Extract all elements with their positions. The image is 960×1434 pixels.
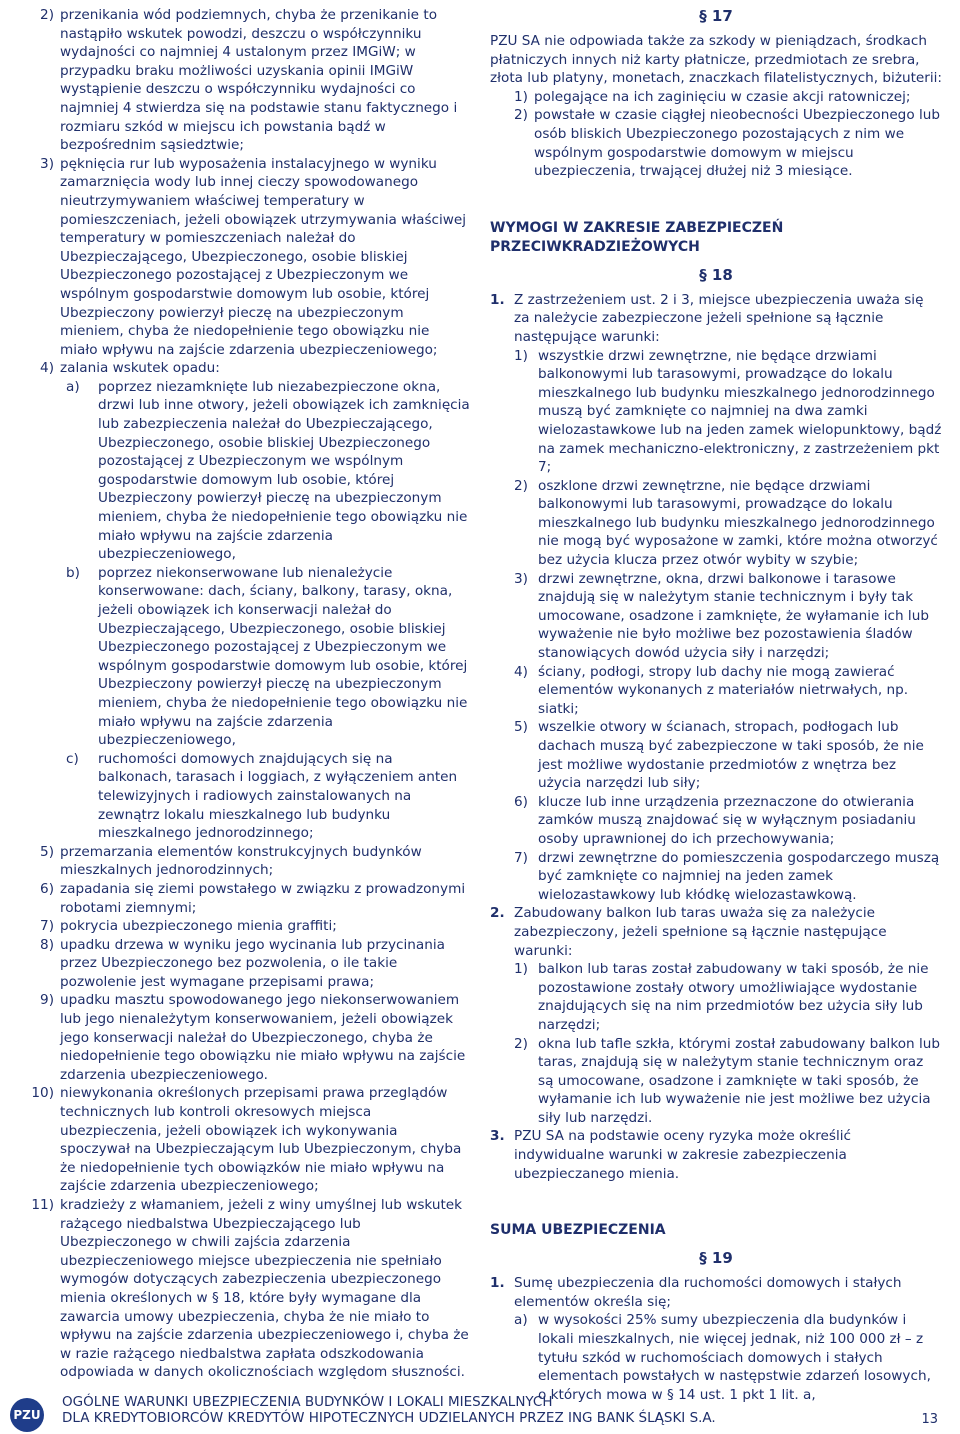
sub-list-item-text: poprzez niezamknięte lub niezabezpieczone okna, drzwi lub inne otwory, jeżeli obowiązek ich zamknięcia lub zabezpieczenia należał do Ubezpieczającego, Ubezpieczonego, osobie bliskiej Ubezpieczonego pozostającej z Ubezpieczonym we wspólnym gospodarstwie domowym lub osobie, której Ubezpieczony powierzył pieczę na ubezpieczonym mieniem, chyba że niedopełnienie tego obowiązku nie miało wpływu na zajście zdarzenia ubezpieczeniowego, <box>98 378 470 563</box>
point-text: Z zastrzeżeniem ust. 2 i 3, miejsce ubezpieczenia uważa się za należycie zabezpieczone jeżeli spełnione są łącznie następujące warunki: <box>514 291 924 345</box>
list-item: 2) przenikania wód podziemnych, chyba że przenikanie to nastąpiło wskutek powodzi, deszczu o współczynniku wydajności co najmniej 4 ustalonym przez IMGiW; w przypadku braku możliwości uzyskania opinii IMGiW wystąpienie deszczu o współczynniku wydajności co najmniej 4 stwierdza się na podstawie stanu faktycznego i rozmiaru szkód w miejscu ich powstania bądź w bezpośrednim sąsiedztwie; <box>40 7 458 154</box>
list-item: 7) drzwi zewnętrzne do pomieszczenia gospodarczego muszą być zamknięte co najmniej na jeden zamek wielozastawkowy lub kłódkę wielozastawkową. <box>514 849 940 903</box>
point-1: 1. Z zastrzeżeniem ust. 2 i 3, miejsce ubezpieczenia uważa się za należycie zabezpieczone jeżeli spełnione są łącznie następujące warunki: 1) wszystkie drzwi zewnętrzne, nie będące drzwiami balkonowymi lub tarasowymi, prowadzące do lokalu mieszkalnego lub budynku mieszkalnego jednorodzinnego muszą być zamknięte co najmniej na dwa zamki wielozastawkowe lub na jeden zamek wielopunktowy, bądź na zamek mechaniczno-elektroniczny, z zastrzeżeniem pkt 7; 2) oszklone drzwi zewnętrzne, nie będące drzwiami balkonowymi lub tarasowymi, prowadzące do lokalu mieszkalnego lub budynku mieszkalnego jednorodzinnego nie mogą być wyposażone w zamki, które można otworzyć bez użycia klucza przez otwór wybity w szybie; 3) drzwi zewnętrzne, okna, drzwi balkonowe i tarasowe znajdują się w należytym stanie technicznym i były tak umocowane, osadzone i zamknięte, że wyłamanie ich lub wyważenie nie było możliwe bez pozostawienia śladów stanowiących dowód użycia siły i narzędzi; 4) ściany, podłogi, stropy lub dachy nie mogą zawierać elementów wykonanych z materiałów nietrwałych, np. siatki; 5) wszelkie otwory w ścianach, stropach, podłogach lub dachach muszą być zabezpieczone w taki sposób, że nie jest możliwe wydostanie przedmiotów z wnętrza bez użycia narzędzi lub siły; 6) klucze lub inne urządzenia przeznaczone do otwierania zamków muszą znajdować się w wyłącznym posiadaniu osoby uprawnionej do ich przechowywania; 7) drzwi zewnętrzne do pomieszczenia gospodarczego muszą być zamknięte co najmniej na jeden zamek wielozastawkowy lub kłódkę wielozastawkową. <box>490 291 942 903</box>
point-2: 2. Zabudowany balkon lub taras uważa się za należycie zabezpieczony, jeżeli spełnione są łącznie następujące warunki: 1) balkon lub taras został zabudowany w taki sposób, że nie pozostawione zostały otwory umożliwiające wydostanie znajdujących się na nim przedmiotów bez użycia siły lub narzędzi; 2) okna lub tafle szkła, którymi został zabudowany balkon lub taras, znajdują się w należytym stanie technicznym oraz są umocowane, osadzone i zamknięte w taki sposób, że wyłamanie ich lub wyważenie nie jest możliwe bez użycia siły lub narzędzi. <box>490 905 940 1126</box>
sub-list-item: b) poprzez niekonserwowane lub nienależycie konserwowane: dach, ściany, balkony, tarasy, okna, jeżeli obowiązek ich konserwacji należał do Ubezpieczającego, Ubezpieczonego, osobie bliskiej Ubezpieczonego pozostającej z Ubezpieczonym we wspólnym gospodarstwie domowym lub osobie, której Ubezpieczony powierzył pieczę na ubezpieczonym mieniem, chyba że niedopełnienie tego obowiązku nie miało wpływu na zajście zdarzenia ubezpieczeniowego, <box>66 564 468 749</box>
section-sign-17: § 17 <box>699 7 733 25</box>
list-item: 2) oszklone drzwi zewnętrzne, nie będące drzwiami balkonowymi lub tarasowymi, prowadzące do lokalu mieszkalnego lub budynku mieszkalnego jednorodzinnego nie mogą być wyposażone w zamki, które można otworzyć bez użycia klucza przez otwór wybity w szybie; <box>514 477 938 569</box>
footer-line-1: OGÓLNE WARUNKI UBEZPIECZENIA BUDYNKÓW I LOKALI MIESZKALNYCH <box>62 1394 553 1410</box>
list-item: 10) niewykonania określonych przepisami prawa przeglądów technicznych lub kontroli okresowych miejsca ubezpieczenia, jeżeli obowiązek ich wykonywania spoczywał na Ubezpieczającym lub Ubezpieczonym, chyba że niedopełnienie tych obowiązków nie miało wpływu na zajście zdarzenia ubezpieczeniowego; <box>31 1085 462 1195</box>
list-item: 6) klucze lub inne urządzenia przeznaczone do otwierania zamków muszą znajdować się w wyłącznym posiadaniu osoby uprawnionej do ich przechowywania; <box>514 793 916 847</box>
list-item: 4) zalania wskutek opadu: a) poprzez niezamknięte lub niezabezpieczone okna, drzwi lub inne otwory, jeżeli obowiązek ich zamknięcia lub zabezpieczenia należał do Ubezpieczającego, Ubezpieczonego, osobie bliskiej Ubezpieczonego pozostającej z Ubezpieczonym we wspólnym gospodarstwie domowym lub osobie, której Ubezpieczony powierzył pieczę na ubezpieczonym mieniem, chyba że niedopełnienie tego obowiązku nie miało wpływu na zajście zdarzenia ubezpieczeniowego, b) poprzez niekonserwowane lub nienależycie konserwowane: dach, ściany, balkony, tarasy, okna, jeżeli obowiązek ich konserwacji należał do Ubezpieczającego, Ubezpieczonego, osobie bliskiej Ubezpieczonego pozostającej z Ubezpieczonym we wspólnym gospodarstwie domowym lub osobie, której Ubezpieczony powierzył pieczę na ubezpieczonym mieniem, chyba że niedopełnienie tego obowiązku nie miało wpływu na zajście zdarzenia ubezpieczeniowego, c) ruchomości domowych znajdujących się na balkonach, tarasach i loggiach, z wyłączeniem anten telewizyjnych i radiowych zainstalowanych na zewnątrz lokalu mieszkalnego lub budynku mieszkalnego jednorodzinnego; <box>40 360 470 842</box>
list-item: 2) okna lub tafle szkła, którymi został zabudowany balkon lub taras, znajdują się w należytym stanie technicznym oraz są umocowane, osadzone i zamknięte w taki sposób, że wyłamanie ich lub wyważenie nie jest możliwe bez użycia siły lub narzędzi. <box>514 1035 940 1126</box>
list-item: 5) przemarzania elementów konstrukcyjnych budynków mieszkalnych jednorodzinnych; <box>40 843 422 879</box>
section-sign-18: § 18 <box>699 265 733 284</box>
footer-line-2: DLA KREDYTOBIORCÓW KREDYTÓW HIPOTECZNYCH UDZIELANYCH PRZEZ ING BANK ŚLĄSKI S.A. <box>62 1410 716 1426</box>
list-item-text: kradzieży z włamaniem, jeżeli z winy umyślnej lub wskutek rażącego niedbalstwa Ubezpieczającego lub Ubezpieczonego w chwili zajścia zdarzenia ubezpieczeniowego miejsce ubezpieczenia nie spełniało wymogów dotyczących zabezpieczenia ubezpieczonego mienia określonych w § 18, które były wymagane dla zawarcia umowy ubezpieczenia, chyba że nie miało to wpływu na zajście zdarzenia ubezpieczeniowego i, chyba że w razie rażącego niedbalstwa zapłata odszkodowania odpowiada w danych okolicznościach względom słuszności. <box>60 1197 469 1381</box>
list-item: 2) powstałe w czasie ciągłej nieobecności Ubezpieczonego lub osób bliskich Ubezpieczonego pozostających z nim we wspólnym gospodarstwie domowym w miejscu ubezpieczenia, trwającej dłużej niż 3 miesiące. <box>514 107 940 180</box>
list-item: a) w wysokości 25% sumy ubezpieczenia dla budynków i lokali mieszkalnych, nie więcej jednak, niż 100 000 zł – z tytułu szkód w ruchomościach domowych i stałych elementach powstałych w następstwie zdarzeń losowych, o których mowa w § 14 ust. 1 pkt 1 lit. a, <box>514 1312 931 1403</box>
list-item-text: przemarzania elementów konstrukcyjnych budynków mieszkalnych jednorodzinnych; <box>60 843 422 879</box>
list-item: 5) wszelkie otwory w ścianach, stropach, podłogach lub dachach muszą być zabezpieczone w taki sposób, że nie jest możliwe wydostanie przedmiotów z wnętrza bez użycia narzędzi lub siły; <box>514 719 924 792</box>
list-item-text: zalania wskutek opadu: <box>60 360 220 377</box>
list-item-text: niewykonania określonych przepisami prawa przeglądów technicznych lub kontroli okresowych miejsca ubezpieczenia, jeżeli obowiązek ich wykonywania spoczywał na Ubezpieczającym lub Ubezpieczonym, chyba że niedopełnienie tych obowiązków nie miało wpływu na zajście zdarzenia ubezpieczeniowego; <box>60 1085 462 1195</box>
list-item: 1) polegające na ich zaginięciu w czasie akcji ratowniczej; <box>514 88 911 105</box>
list-item-text: pokrycia ubezpieczonego mienia graffiti; <box>60 918 337 935</box>
list-item-text: upadku drzewa w wyniku jego wycinania lub przycinania przez Ubezpieczonego bez pozwolenia, o ile takie pozwolenie jest wymagane przepisami prawa; <box>60 936 445 990</box>
list-item-text: upadku masztu spowodowanego jego niekonserwowaniem lub jego nienależytym konserwowaniem, jeżeli obowiązek jego konserwacji należał do Ubezpieczonego, chyba że niedopełnienie tego obowiązku nie miało wpływu na zajście zdarzenia ubezpieczeniowego. <box>60 992 466 1083</box>
list-item: 11) kradzieży z włamaniem, jeżeli z winy umyślnej lub wskutek rażącego niedbalstwa Ubezpieczającego lub Ubezpieczonego w chwili zajścia zdarzenia ubezpieczeniowego miejsce ubezpieczenia nie spełniało wymogów dotyczących zabezpieczenia ubezpieczonego mienia określonych w § 18, które były wymagane dla zawarcia umowy ubezpieczenia, chyba że nie miało to wpływu na zajście zdarzenia ubezpieczeniowego i, chyba że w razie rażącego niedbalstwa zapłata odszkodowania odpowiada w danych okolicznościach względom słuszności. <box>31 1197 469 1381</box>
left-column <box>18 6 470 1382</box>
list-item-text: polegające na ich zaginięciu w czasie akcji ratowniczej; <box>534 88 911 105</box>
list-item: 6) zapadania się ziemi powstałego w związku z prowadzonymi robotami ziemnymi; <box>40 880 466 916</box>
footer-title <box>62 1394 716 1426</box>
list-item-text: przenikania wód podziemnych, chyba że przenikanie to nastąpiło wskutek powodzi, deszczu o współczynniku wydajności co najmniej 4 ustalonym przez IMGiW; w przypadku braku możliwości uzyskania opinii IMGiW wystąpienie deszczu o współczynniku wydajności co najmniej 4 stwierdza się na podstawie stanu faktycznego i rozmiaru szkód w miejscu ich powstania bądź w bezpośrednim sąsiedztwie; <box>60 7 458 154</box>
list-item: 8) upadku drzewa w wyniku jego wycinania lub przycinania przez Ubezpieczonego bez pozwolenia, o ile takie pozwolenie jest wymagane przepisami prawa; <box>40 936 445 990</box>
list-item-text: zapadania się ziemi powstałego w związku z prowadzonymi robotami ziemnymi; <box>60 880 466 916</box>
point-1: 1. Sumę ubezpieczenia dla ruchomości domowych i stałych elementów określa się; a) w wysokości 25% sumy ubezpieczenia dla budynków i lokali mieszkalnych, nie więcej jednak, niż 100 000 zł – z tytułu szkód w ruchomościach domowych i stałych elementach powstałych w następstwie zdarzeń losowych, o których mowa w § 14 ust. 1 pkt 1 lit. a, <box>490 1274 942 1404</box>
list-item: 3) pęknięcia rur lub wyposażenia instalacyjnego w wyniku zamarznięcia wody lub innej cieczy spowodowanego nieutrzymywaniem właściwej temperatury w pomieszczeniach, jeżeli obowiązek utrzymywania właściwej temperatury w pomieszczeniach należał do Ubezpieczającego, Ubezpieczonego, osobie bliskiej Ubezpieczonego pozostającej z Ubezpieczonym we wspólnym gospodarstwie domowym lub osobie, której Ubezpieczony powierzył pieczę na ubezpieczonym mieniem, chyba że niedopełnienie tego obowiązku nie miało wpływu na zajście zdarzenia ubezpieczeniowego; <box>40 155 467 358</box>
sub-list-item-text: poprzez niekonserwowane lub nienależycie konserwowane: dach, ściany, balkony, tarasy, okna, jeżeli obowiązek ich konserwacji należał do Ubezpieczającego, Ubezpieczonego, osobie bliskiej Ubezpieczonego pozostającej z Ubezpieczonym we wspólnym gospodarstwie domowym lub osobie, której Ubezpieczony powierzył pieczę na ubezpieczonym mieniem, chyba że niedopełnienie tego obowiązku nie miało wpływu na zajście zdarzenia ubezpieczeniowego, <box>98 564 468 749</box>
point-text: Zabudowany balkon lub taras uważa się za należycie zabezpieczony, jeżeli spełnione są łącznie następujące warunki: <box>514 905 887 959</box>
list-item: 3) drzwi zewnętrzne, okna, drzwi balkonowe i tarasowe znajdują się w należytym stanie technicznym i były tak umocowane, osadzone i zamknięte, że wyłamanie ich lub wyważenie nie było możliwe bez pozostawienia śladów stanowiących dowód użycia siły i narzędzi; <box>514 570 929 662</box>
section-heading: WYMOGI W ZAKRESIE ZABEZPIECZEŃ PRZECIWKRADZIEŻOWYCH <box>490 219 784 255</box>
point-text: Sumę ubezpieczenia dla ruchomości domowych i stałych elementów określa się; <box>514 1275 902 1310</box>
list-item: 1) balkon lub taras został zabudowany w taki sposób, że nie pozostawione zostały otwory umożliwiające wydostanie znajdujących się na nim przedmiotów bez użycia siły lub narzędzi; <box>514 961 929 1033</box>
list-item-text: powstałe w czasie ciągłej nieobecności Ubezpieczonego lub osób bliskich Ubezpieczonego pozostających z nim we wspólnym gospodarstwie domowym w miejscu ubezpieczenia, trwającej dłużej niż 3 miesiące. <box>534 107 940 180</box>
page-number: 13 <box>921 1412 938 1427</box>
section-sign-19: § 19 <box>699 1249 733 1268</box>
right-column <box>490 6 942 1404</box>
sub-list-item: a) poprzez niezamknięte lub niezabezpieczone okna, drzwi lub inne otwory, jeżeli obowiązek ich zamknięcia lub zabezpieczenia należał do Ubezpieczającego, Ubezpieczonego, osobie bliskiej Ubezpieczonego pozostającej z Ubezpieczonym we wspólnym gospodarstwie domowym lub osobie, której Ubezpieczony powierzył pieczę na ubezpieczonym mieniem, chyba że niedopełnienie tego obowiązku nie miało wpływu na zajście zdarzenia ubezpieczeniowego, <box>66 378 470 563</box>
point-3: 3. PZU SA na podstawie oceny ryzyka może określić indywidualne warunki w zakresie zabezpieczenia ubezpieczanego mienia. <box>490 1128 852 1182</box>
section-17-intro: PZU SA nie odpowiada także za szkody w pieniądzach, środkach płatniczych innych niż karty płatnicze, przedmiotach ze srebra, złota lub platyny, monetach, znaczkach filatelistycznych, biżuterii: <box>490 33 942 87</box>
list-item: 7) pokrycia ubezpieczonego mienia graffiti; <box>40 918 337 935</box>
list-item: 4) ściany, podłogi, stropy lub dachy nie mogą zawierać elementów wykonanych z materiałów nietrwałych, np. siatki; <box>514 663 909 717</box>
pzu-logo-icon: PZU <box>10 1398 44 1432</box>
point-text: PZU SA na podstawie oceny ryzyka może określić indywidualne warunki w zakresie zabezpieczenia ubezpieczanego mienia. <box>514 1128 852 1182</box>
list-item-text: pęknięcia rur lub wyposażenia instalacyjnego w wyniku zamarznięcia wody lub innej cieczy spowodowanego nieutrzymywaniem właściwej temperatury w pomieszczeniach, jeżeli obowiązek utrzymywania właściwej temperatury w pomieszczeniach należał do Ubezpieczającego, Ubezpieczonego, osobie bliskiej Ubezpieczonego pozostającej z Ubezpieczonym we wspólnym gospodarstwie domowym lub osobie, której Ubezpieczony powierzył pieczę na ubezpieczonym mieniem, chyba że niedopełnienie tego obowiązku nie miało wpływu na zajście zdarzenia ubezpieczeniowego; <box>60 155 467 358</box>
list-item: 9) upadku masztu spowodowanego jego niekonserwowaniem lub jego nienależytym konserwowaniem, jeżeli obowiązek jego konserwacji należał do Ubezpieczonego, chyba że niedopełnienie tego obowiązku nie miało wpływu na zajście zdarzenia ubezpieczeniowego. <box>40 992 466 1083</box>
list-item: 1) wszystkie drzwi zewnętrzne, nie będące drzwiami balkonowymi lub tarasowymi, prowadzące do lokalu mieszkalnego lub budynku mieszkalnego jednorodzinnego muszą być zamknięte co najmniej na dwa zamki wielozastawkowe lub na jeden zamek wielopunktowy, bądź na zamek mechaniczno-elektroniczny, z zastrzeżeniem pkt 7; <box>514 347 942 476</box>
sub-list-item: c) ruchomości domowych znajdujących się na balkonach, tarasach i loggiach, z wyłączeniem anten telewizyjnych i radiowych zainstalowanych na zewnątrz lokalu mieszkalnego lub budynku mieszkalnego jednorodzinnego; <box>66 750 458 842</box>
sub-list-item-text: ruchomości domowych znajdujących się na balkonach, tarasach i loggiach, z wyłączeniem anten telewizyjnych i radiowych zainstalowanych na zewnątrz lokalu mieszkalnego lub budynku mieszkalnego jednorodzinnego; <box>98 750 458 842</box>
page-footer <box>0 1390 960 1434</box>
section-heading: SUMA UBEZPIECZENIA <box>490 1222 666 1239</box>
